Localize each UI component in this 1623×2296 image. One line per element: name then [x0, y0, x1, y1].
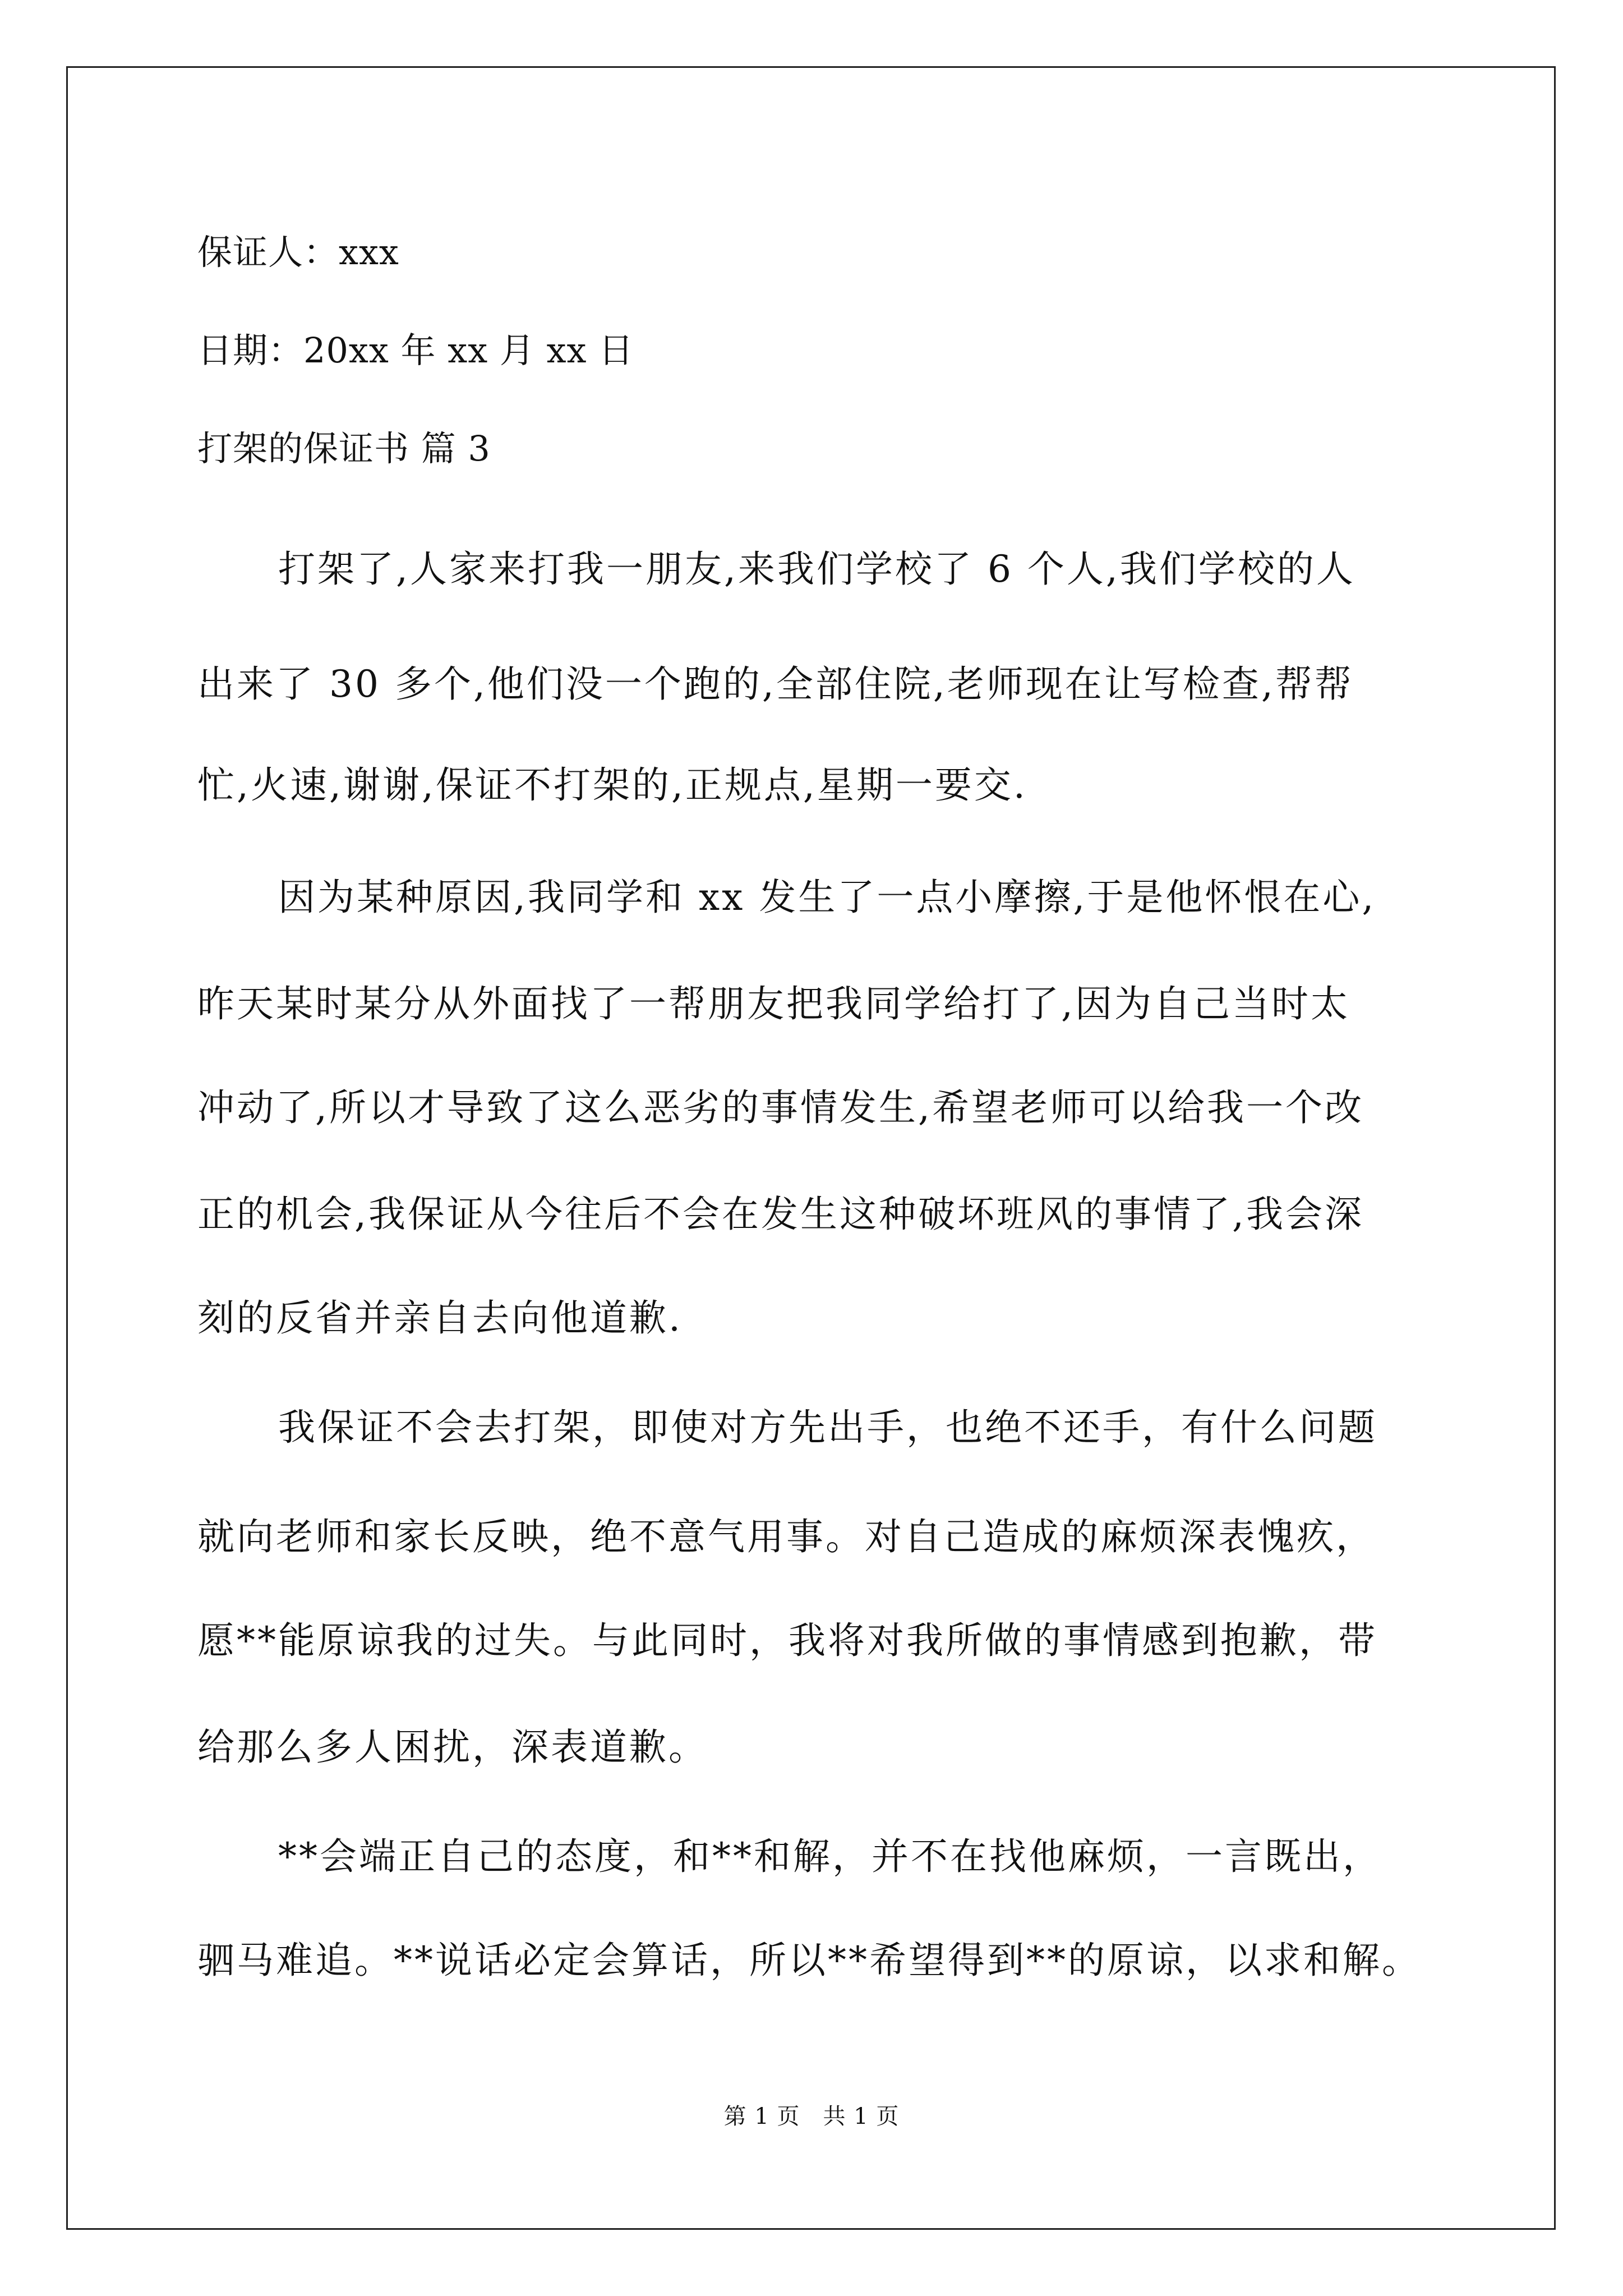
- page-footer: 第 1 页 共 1 页: [723, 2104, 900, 2129]
- paragraph-1-line-2: 出来了 30 多个,他们没一个跑的,全部住院,老师现在让写检查,帮帮: [197, 662, 1354, 706]
- paragraph-4-line-2: 驷马难追。**说话必定会算话，所以**希望得到**的原谅，以求和解。: [197, 1939, 1421, 1982]
- paragraph-2-line-5: 刻的反省并亲自去向他道歉.: [197, 1296, 683, 1340]
- date-line: 日期：20xx 年 xx 月 xx 日: [197, 330, 634, 371]
- paragraph-2-line-1: 因为某种原因,我同学和 xx 发生了一点小摩擦,于是他怀恨在心,: [278, 876, 1376, 919]
- paragraph-3-line-1: 我保证不会去打架，即使对方先出手，也绝不还手，有什么问题: [278, 1406, 1377, 1449]
- paragraph-3-line-2: 就向老师和家长反映，绝不意气用事。对自己造成的麻烦深表愧疚，: [197, 1515, 1375, 1558]
- paragraph-3-line-4: 给那么多人困扰，深表道歉。: [197, 1726, 708, 1769]
- paragraph-4-line-1: **会端正自己的态度，和**和解，并不在找他麻烦，一言既出，: [278, 1835, 1382, 1878]
- paragraph-3-line-3: 愿**能原谅我的过失。与此同时，我将对我所做的事情感到抱歉，带: [197, 1619, 1377, 1662]
- paragraph-2-line-3: 冲动了,所以才导致了这么恶劣的事情发生,希望老师可以给我一个改: [197, 1086, 1364, 1129]
- section-title: 打架的保证书 篇 3: [197, 428, 491, 469]
- paragraph-1-line-1: 打架了,人家来打我一朋友,来我们学校了 6 个人,我们学校的人: [278, 547, 1355, 591]
- paragraph-1-line-3: 忙,火速,谢谢,保证不打架的,正规点,星期一要交.: [197, 763, 1027, 807]
- paragraph-2-line-4: 正的机会,我保证从今往后不会在发生这种破坏班风的事情了,我会深: [197, 1193, 1364, 1236]
- paragraph-2-line-2: 昨天某时某分从外面找了一帮朋友把我同学给打了,因为自己当时太: [197, 982, 1350, 1025]
- page-border: [66, 66, 1556, 2230]
- guarantor-line: 保证人：xxx: [197, 232, 399, 273]
